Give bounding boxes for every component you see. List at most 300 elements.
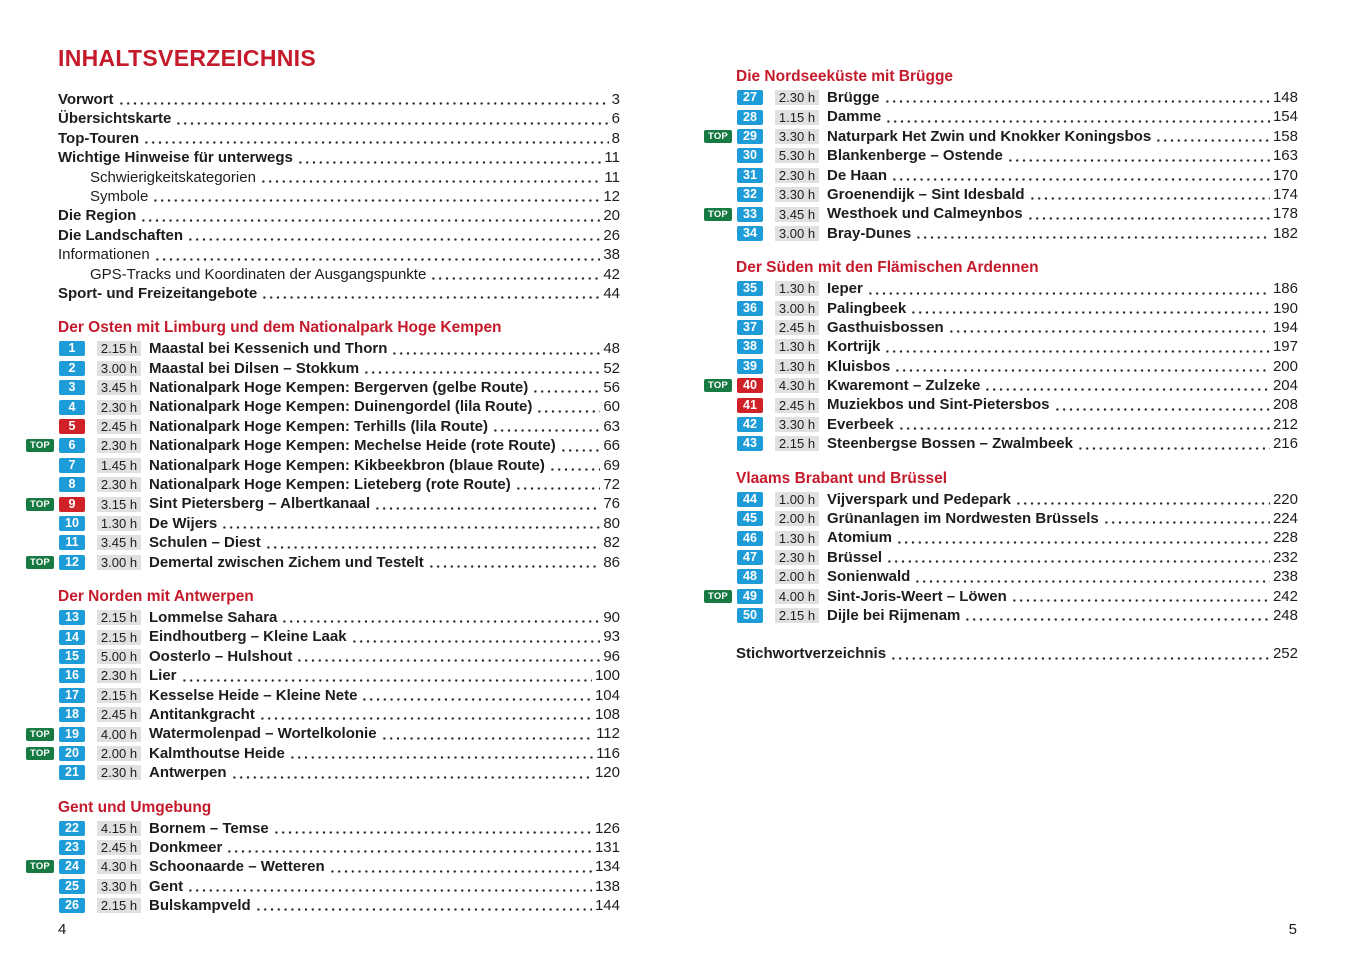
tour-page-number: 200 xyxy=(1272,357,1298,375)
dot-leader xyxy=(297,148,602,167)
dot-leader xyxy=(143,129,609,148)
tour-title: Bulskampveld xyxy=(149,897,251,915)
section-header: Der Süden mit den Flämischen Ardennen xyxy=(736,259,1039,277)
tour-number-badge: 1 xyxy=(59,341,85,356)
tour-number-badge: 3 xyxy=(59,380,85,395)
top-badge-slot xyxy=(26,728,59,741)
top-badge: TOP xyxy=(26,747,54,760)
tour-number-badge: 6 xyxy=(59,438,85,453)
dot-leader xyxy=(361,686,592,705)
tour-duration: 2.15 h xyxy=(97,341,141,356)
toc-section xyxy=(26,319,620,572)
tour-duration: 3.45 h xyxy=(775,207,819,222)
tour-duration: 1.00 h xyxy=(775,492,819,507)
tour-row xyxy=(704,204,1298,223)
dot-leader xyxy=(363,359,600,378)
tour-title: Kwaremont – Zulzeke xyxy=(827,377,981,395)
tour-number-badge: 7 xyxy=(59,458,85,473)
tour-duration: 3.00 h xyxy=(775,226,819,241)
tour-title: Ieper xyxy=(827,280,863,298)
tour-duration: 3.15 h xyxy=(97,497,141,512)
tour-row xyxy=(26,838,620,857)
dot-leader xyxy=(296,647,600,666)
tour-row xyxy=(26,724,620,743)
dot-leader xyxy=(1015,490,1270,509)
tour-page-number: 66 xyxy=(603,437,620,455)
dot-leader xyxy=(884,337,1270,356)
tour-title: Bray-Dunes xyxy=(827,224,912,242)
tour-title: Schulen – Diest xyxy=(149,534,261,552)
toc-section xyxy=(26,799,620,916)
tour-duration: 3.45 h xyxy=(97,380,141,395)
tour-page-number: 63 xyxy=(603,417,620,435)
top-badge: TOP xyxy=(26,728,54,741)
dot-leader xyxy=(329,857,592,876)
tour-page-number: 220 xyxy=(1272,490,1298,508)
tour-row xyxy=(26,877,620,896)
front-matter-label: Übersichtskarte xyxy=(58,110,172,128)
tour-number-badge: 5 xyxy=(59,419,85,434)
tour-duration: 3.00 h xyxy=(97,361,141,376)
tour-number-badge: 20 xyxy=(59,746,85,761)
tour-page-number: 194 xyxy=(1272,318,1298,336)
dot-leader xyxy=(221,514,600,533)
tour-number-badge: 14 xyxy=(59,630,85,645)
top-badge: TOP xyxy=(26,439,54,452)
tour-row xyxy=(704,528,1298,547)
front-matter-page-number: 26 xyxy=(603,226,620,244)
dot-leader xyxy=(532,378,600,397)
tour-number-badge: 47 xyxy=(737,550,763,565)
top-badge: TOP xyxy=(704,130,732,143)
tour-number-badge: 16 xyxy=(59,668,85,683)
dot-leader xyxy=(281,608,600,627)
tour-page-number: 52 xyxy=(603,359,620,377)
tour-number-badge: 28 xyxy=(737,110,763,125)
tour-duration: 2.15 h xyxy=(97,898,141,913)
dot-leader xyxy=(910,299,1270,318)
tour-row xyxy=(704,146,1298,165)
tour-number-badge: 33 xyxy=(737,207,763,222)
tour-page-number: 148 xyxy=(1272,89,1298,106)
tour-duration: 2.30 h xyxy=(97,668,141,683)
tour-duration: 1.30 h xyxy=(775,531,819,546)
front-matter-page-number: 8 xyxy=(611,129,620,147)
tour-duration: 2.30 h xyxy=(97,477,141,492)
tour-duration: 3.00 h xyxy=(775,301,819,316)
footer-page-number-right: 5 xyxy=(1288,921,1297,938)
tour-page-number: 104 xyxy=(594,686,620,704)
tour-row xyxy=(26,475,620,494)
tour-duration: 2.45 h xyxy=(775,398,819,413)
tour-title: Kesselse Heide – Kleine Nete xyxy=(149,686,358,704)
tour-page-number: 134 xyxy=(594,858,620,876)
front-matter-page-number: 12 xyxy=(603,187,620,205)
top-badge-slot xyxy=(704,590,737,603)
toc-section xyxy=(704,68,1298,243)
tour-title: Westhoek und Calmeynbos xyxy=(827,205,1023,223)
dot-leader xyxy=(428,553,601,572)
top-badge-slot xyxy=(26,747,59,760)
tour-page-number: 212 xyxy=(1272,415,1298,433)
tour-duration: 3.30 h xyxy=(97,879,141,894)
tour-number-badge: 36 xyxy=(737,301,763,316)
tour-page-number: 170 xyxy=(1272,166,1298,184)
front-matter-row xyxy=(58,284,620,303)
tour-duration: 2.45 h xyxy=(775,320,819,335)
tour-row xyxy=(26,705,620,724)
dot-leader xyxy=(867,279,1270,298)
tour-title: Watermolenpad – Wortelkolonie xyxy=(149,725,377,743)
tour-title: Vijverspark und Pedepark xyxy=(827,490,1011,508)
tour-row xyxy=(26,397,620,416)
tour-page-number: 116 xyxy=(596,744,620,762)
top-badge-slot xyxy=(704,208,737,221)
tour-title: Gent xyxy=(149,877,184,895)
tour-title: Sint-Joris-Weert – Löwen xyxy=(827,587,1007,605)
dot-leader xyxy=(154,245,601,264)
tour-duration: 4.00 h xyxy=(97,727,141,742)
tour-number-badge: 25 xyxy=(59,879,85,894)
tour-page-number: 232 xyxy=(1272,548,1298,566)
dot-leader xyxy=(175,109,608,128)
tour-row xyxy=(26,627,620,646)
tour-duration: 4.15 h xyxy=(97,821,141,836)
section-header: Vlaams Brabant und Brüssel xyxy=(736,469,948,487)
tour-title: Donkmeer xyxy=(149,838,223,856)
tour-duration: 2.30 h xyxy=(775,550,819,565)
top-badge: TOP xyxy=(26,860,54,873)
front-matter-label: Die Region xyxy=(58,207,137,225)
front-matter-page-number: 44 xyxy=(603,284,620,302)
tour-row xyxy=(26,819,620,838)
dot-leader xyxy=(948,318,1270,337)
dot-leader xyxy=(1027,204,1270,223)
tour-title: Nationalpark Hoge Kempen: Lieteberg (rote Route) xyxy=(149,476,511,494)
tour-number-badge: 40 xyxy=(737,378,763,393)
tour-row xyxy=(704,107,1298,126)
tour-row xyxy=(26,339,620,358)
front-matter-list xyxy=(26,90,620,303)
tour-number-badge: 27 xyxy=(737,90,763,105)
tour-duration: 1.30 h xyxy=(775,339,819,354)
tour-page-number: 93 xyxy=(603,628,620,646)
toc-section xyxy=(704,470,1298,626)
tour-title: Nationalpark Hoge Kempen: Kikbeekbron (blaue Route) xyxy=(149,456,545,474)
tour-page-number: 224 xyxy=(1272,510,1298,528)
tour-page-number: 56 xyxy=(603,379,620,397)
front-matter-label: Vorwort xyxy=(58,91,114,108)
tour-page-number: 208 xyxy=(1272,396,1298,414)
front-matter-row xyxy=(58,265,620,284)
dot-leader xyxy=(560,436,601,455)
top-badge: TOP xyxy=(704,379,732,392)
tour-duration: 3.30 h xyxy=(775,129,819,144)
tour-row xyxy=(704,567,1298,586)
tour-title: Brügge xyxy=(827,89,880,106)
top-badge: TOP xyxy=(26,556,54,569)
tour-duration: 2.45 h xyxy=(97,419,141,434)
dot-leader xyxy=(140,206,600,225)
dot-leader xyxy=(187,877,592,896)
tour-row xyxy=(704,185,1298,204)
tour-duration: 3.45 h xyxy=(97,535,141,550)
tour-page-number: 158 xyxy=(1272,127,1298,145)
front-matter-label: GPS-Tracks und Koordinaten der Ausgangspunkte xyxy=(90,265,427,283)
section-header: Die Nordseeküste mit Brügge xyxy=(736,68,954,85)
tour-number-badge: 11 xyxy=(59,535,85,550)
tour-number-badge: 50 xyxy=(737,608,763,623)
tour-page-number: 197 xyxy=(1272,338,1298,356)
tour-title: Kalmthoutse Heide xyxy=(149,744,285,762)
dot-leader xyxy=(261,284,600,303)
tour-number-badge: 45 xyxy=(737,511,763,526)
dot-leader xyxy=(1007,146,1270,165)
tour-duration: 5.00 h xyxy=(97,649,141,664)
dot-leader xyxy=(915,224,1270,243)
tour-title: Lier xyxy=(149,667,177,685)
dot-leader xyxy=(430,265,600,284)
tour-title: Atomium xyxy=(827,529,892,547)
tour-page-number: 112 xyxy=(596,725,620,743)
tour-row xyxy=(704,434,1298,453)
tour-number-badge: 10 xyxy=(59,516,85,531)
front-matter-label: Symbole xyxy=(90,187,149,205)
tour-row xyxy=(26,744,620,763)
tour-number-badge: 32 xyxy=(737,187,763,202)
tour-duration: 2.30 h xyxy=(97,765,141,780)
dot-leader xyxy=(1103,509,1270,528)
dot-leader xyxy=(260,168,602,187)
tour-row xyxy=(704,415,1298,434)
tour-number-badge: 13 xyxy=(59,610,85,625)
top-badge-slot xyxy=(26,556,59,569)
tour-number-badge: 9 xyxy=(59,497,85,512)
tour-number-badge: 18 xyxy=(59,707,85,722)
front-matter-row xyxy=(58,226,620,245)
index-row xyxy=(704,644,1298,663)
tour-title: Everbeek xyxy=(827,415,894,433)
tour-title: Dijle bei Rijmenam xyxy=(827,606,961,624)
tour-duration: 2.30 h xyxy=(97,438,141,453)
tour-duration: 3.00 h xyxy=(97,555,141,570)
front-matter-page-number: 38 xyxy=(603,246,620,264)
tour-number-badge: 2 xyxy=(59,361,85,376)
section-header: Der Norden mit Antwerpen xyxy=(58,587,254,605)
tour-page-number: 108 xyxy=(594,705,620,723)
tour-row xyxy=(704,279,1298,298)
tour-row xyxy=(704,88,1298,107)
tour-duration: 1.30 h xyxy=(775,359,819,374)
tour-title: Nationalpark Hoge Kempen: Duinengordel (lila Route) xyxy=(149,398,533,416)
tour-page-number: 216 xyxy=(1272,435,1298,453)
dot-leader xyxy=(289,744,593,763)
tour-title: Nationalpark Hoge Kempen: Terhills (lila Route) xyxy=(149,417,488,435)
tour-title: Antwerpen xyxy=(149,764,227,782)
tour-number-badge: 42 xyxy=(737,417,763,432)
tour-duration: 2.15 h xyxy=(97,630,141,645)
index-page-number: 252 xyxy=(1272,645,1298,663)
tour-number-badge: 38 xyxy=(737,339,763,354)
top-badge-slot xyxy=(26,860,59,873)
tour-title: Groenendijk – Sint Idesbald xyxy=(827,185,1025,203)
tour-duration: 2.30 h xyxy=(775,90,819,105)
dot-leader xyxy=(351,627,601,646)
footer-page-number-left: 4 xyxy=(58,921,67,938)
toc-section xyxy=(26,588,620,783)
tour-page-number: 96 xyxy=(603,647,620,665)
tour-duration: 2.30 h xyxy=(97,400,141,415)
dot-leader xyxy=(391,339,600,358)
tour-number-badge: 31 xyxy=(737,168,763,183)
tour-page-number: 238 xyxy=(1272,568,1298,586)
tour-title: Maastal bei Dilsen – Stokkum xyxy=(149,359,360,377)
front-matter-row xyxy=(58,168,620,187)
tour-duration: 5.30 h xyxy=(775,148,819,163)
tour-duration: 2.15 h xyxy=(97,688,141,703)
tour-page-number: 69 xyxy=(603,456,620,474)
tour-row xyxy=(26,686,620,705)
tour-title: Schoonaarde – Wetteren xyxy=(149,858,325,876)
tour-title: Maastal bei Kessenich und Thorn xyxy=(149,340,388,358)
tour-title: Antitankgracht xyxy=(149,705,255,723)
tour-title: De Haan xyxy=(827,166,888,184)
front-matter-label: Top-Touren xyxy=(58,129,140,147)
tour-title: Naturpark Het Zwin und Knokker Koningsbos xyxy=(827,127,1152,145)
tour-row xyxy=(26,647,620,666)
tour-duration: 2.00 h xyxy=(775,511,819,526)
front-matter-row xyxy=(58,109,620,128)
tour-row xyxy=(704,337,1298,356)
tour-row xyxy=(26,417,620,436)
tour-title: Bornem – Temse xyxy=(149,819,269,837)
tour-duration: 2.45 h xyxy=(97,707,141,722)
tour-title: Sint Pietersberg – Albertkanaal xyxy=(149,495,371,513)
dot-leader xyxy=(536,397,600,416)
front-matter-row xyxy=(58,206,620,225)
tour-number-badge: 48 xyxy=(737,569,763,584)
section-header: Der Osten mit Limburg und dem Nationalpark Hoge Kempen xyxy=(58,319,502,337)
tour-page-number: 90 xyxy=(603,608,620,626)
tour-title: Grünanlagen im Nordwesten Brüssels xyxy=(827,510,1099,528)
dot-leader xyxy=(1054,395,1270,414)
tour-page-number: 248 xyxy=(1272,606,1298,624)
tour-duration: 4.30 h xyxy=(775,378,819,393)
tour-number-badge: 17 xyxy=(59,688,85,703)
tour-title: Muziekbos und Sint-Pietersbos xyxy=(827,396,1050,414)
tour-duration: 4.30 h xyxy=(97,859,141,874)
dot-leader xyxy=(549,456,600,475)
front-matter-label: Schwierigkeitskategorien xyxy=(90,168,256,186)
tour-row xyxy=(26,456,620,475)
tour-number-badge: 39 xyxy=(737,359,763,374)
tour-page-number: 138 xyxy=(594,877,620,895)
tour-page-number: 72 xyxy=(603,476,620,494)
tour-number-badge: 22 xyxy=(59,821,85,836)
top-badge-slot xyxy=(704,379,737,392)
dot-leader xyxy=(894,357,1270,376)
tour-row xyxy=(26,608,620,627)
dot-leader xyxy=(381,724,594,743)
tour-number-badge: 41 xyxy=(737,398,763,413)
tour-row xyxy=(26,666,620,685)
tour-duration: 2.15 h xyxy=(97,610,141,625)
top-badge: TOP xyxy=(704,590,732,603)
tour-title: Brüssel xyxy=(827,548,883,566)
tour-number-badge: 37 xyxy=(737,320,763,335)
tour-title: De Wijers xyxy=(149,514,218,532)
dot-leader xyxy=(226,838,592,857)
top-badge-slot xyxy=(26,439,59,452)
front-matter-page-number: 11 xyxy=(604,168,620,186)
top-badge-slot xyxy=(704,130,737,143)
front-matter-label: Wichtige Hinweise für unterwegs xyxy=(58,149,293,167)
tour-page-number: 174 xyxy=(1272,185,1298,203)
front-matter-page-number: 42 xyxy=(603,265,620,283)
tour-page-number: 163 xyxy=(1272,147,1298,165)
tour-row xyxy=(704,490,1298,509)
tour-page-number: 76 xyxy=(603,495,620,513)
tour-title: Steenbergse Bossen – Zwalmbeek xyxy=(827,435,1073,453)
tour-title: Kortrijk xyxy=(827,338,881,356)
tour-row xyxy=(704,318,1298,337)
tour-row xyxy=(26,359,620,378)
tour-number-badge: 29 xyxy=(737,129,763,144)
tour-number-badge: 21 xyxy=(59,765,85,780)
tour-row xyxy=(26,553,620,572)
left-page-column xyxy=(26,45,620,915)
tour-page-number: 242 xyxy=(1272,587,1298,605)
tour-number-badge: 46 xyxy=(737,531,763,546)
dot-leader xyxy=(265,533,601,552)
tour-title: Damme xyxy=(827,108,882,126)
front-matter-page-number: 6 xyxy=(611,110,620,128)
tour-number-badge: 23 xyxy=(59,840,85,855)
dot-leader xyxy=(891,166,1270,185)
tour-duration: 2.00 h xyxy=(775,569,819,584)
dot-leader xyxy=(1029,185,1270,204)
dot-leader xyxy=(118,90,609,109)
tour-page-number: 82 xyxy=(603,534,620,552)
tour-page-number: 100 xyxy=(594,667,620,685)
tour-row xyxy=(26,514,620,533)
tour-row xyxy=(704,395,1298,414)
tour-page-number: 48 xyxy=(603,340,620,358)
tour-number-badge: 26 xyxy=(59,898,85,913)
dot-leader xyxy=(181,666,592,685)
front-matter-label: Die Landschaften xyxy=(58,226,184,244)
tour-row xyxy=(26,494,620,513)
front-matter-row xyxy=(58,187,620,206)
tour-duration: 2.30 h xyxy=(775,168,819,183)
front-matter-row xyxy=(58,129,620,148)
dot-leader xyxy=(187,226,600,245)
tour-page-number: 154 xyxy=(1272,108,1298,126)
tour-number-badge: 15 xyxy=(59,649,85,664)
front-matter-row xyxy=(58,148,620,167)
front-matter-row xyxy=(58,90,620,109)
dot-leader xyxy=(898,415,1270,434)
dot-leader xyxy=(1011,587,1270,606)
tour-title: Nationalpark Hoge Kempen: Bergerven (gelbe Route) xyxy=(149,379,529,397)
dot-leader xyxy=(259,705,592,724)
tour-page-number: 144 xyxy=(594,897,620,915)
dot-leader xyxy=(273,819,592,838)
left-sections xyxy=(26,319,620,915)
page-title: INHALTSVERZEICHNIS xyxy=(58,45,316,71)
dot-leader xyxy=(374,494,600,513)
tour-duration: 1.30 h xyxy=(97,516,141,531)
